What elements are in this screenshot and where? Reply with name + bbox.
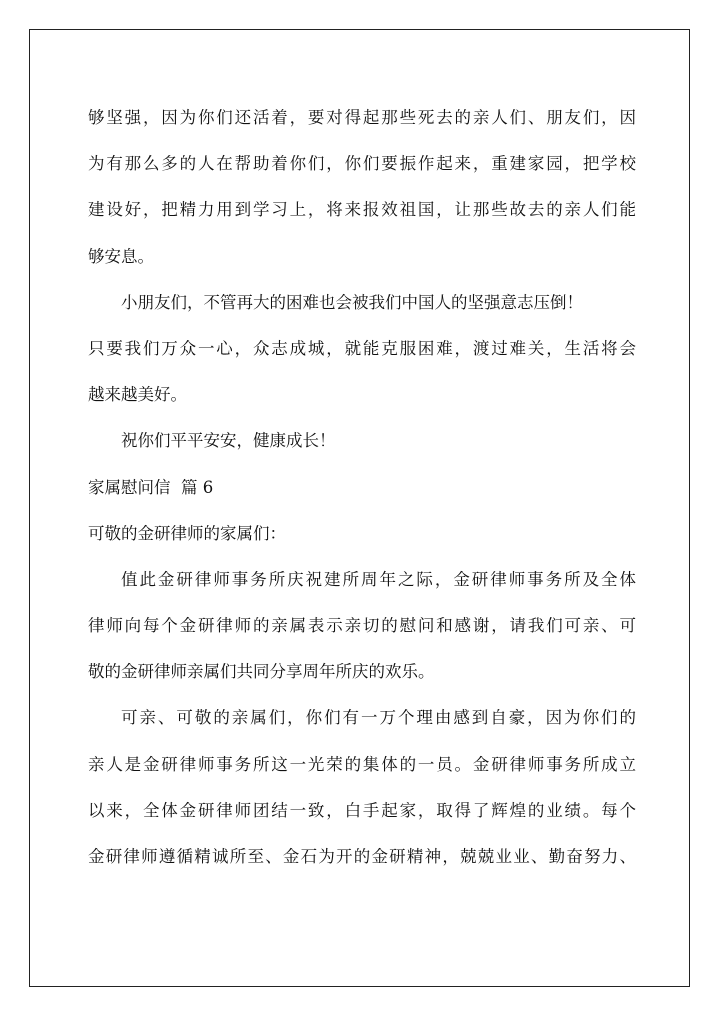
- text-line: 建设好，把精力用到学习上，将来报效祖国，让那些故去的亲人们能: [88, 200, 636, 220]
- text-line: 亲人是金研律师事务所这一光荣的集体的一员。金研律师事务所成立: [88, 754, 636, 774]
- text-line: 可亲、可敬的亲属们，你们有一万个理由感到自豪，因为你们的: [121, 708, 636, 728]
- letter-paragraph-1: [88, 557, 636, 696]
- salutation: 可敬的金研律师的家属们：: [88, 523, 286, 543]
- text-line: 只要我们万众一心，众志成城，就能克服困难，渡过难关，生活将会: [88, 338, 636, 358]
- section-heading: 家属慰问信 篇 6: [88, 477, 214, 497]
- text-line: 以来，全体金研律师团结一致，白手起家，取得了辉煌的业绩。每个: [88, 800, 636, 820]
- paragraph-continued: [88, 95, 636, 280]
- text-line: 值此金研律师事务所庆祝建所周年之际，金研律师事务所及全体: [121, 569, 636, 589]
- text-line: 够坚强，因为你们还活着，要对得起那些死去的亲人们、朋友们，因: [88, 108, 636, 127]
- text-line: 金研律师遵循精诚所至、金石为开的金研精神，兢兢业业、勤奋努力、: [88, 847, 636, 866]
- text-line: 够安息。: [88, 246, 154, 266]
- letter-paragraph-2: [88, 695, 636, 880]
- text-line: 为有那么多的人在帮助着你们，你们要振作起来，重建家园，把学校: [88, 154, 636, 174]
- text-line: 小朋友们，不管再大的困难也会被我们中国人的坚强意志压倒！: [121, 292, 583, 312]
- paragraph-wish: [88, 418, 636, 464]
- paragraph-encouragement: [88, 280, 636, 419]
- text-line: 律师向每个金研律师的亲属表示亲切的慰问和感谢，请我们可亲、可: [88, 616, 636, 636]
- text-line: 祝你们平平安安，健康成长！: [121, 431, 336, 451]
- text-line: 敬的金研律师亲属们共同分享周年所庆的欢乐。: [88, 662, 435, 682]
- document-body: [88, 95, 636, 880]
- text-line: 越来越美好。: [88, 385, 187, 405]
